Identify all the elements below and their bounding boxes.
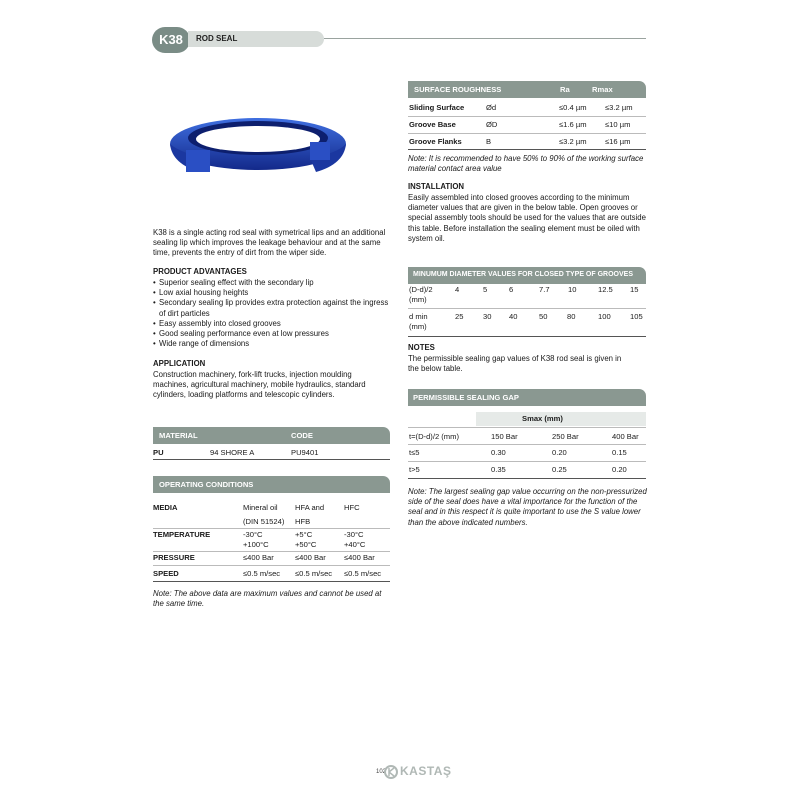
roughness-row-symbol: Ød	[486, 103, 497, 112]
advantages-title: PRODUCT ADVANTAGES	[153, 267, 247, 276]
roughness-row-ra: ≤3.2 µm	[559, 137, 587, 146]
roughness-note: Note: It is recommended to have 50% to 90% of the working surface material contact area value	[408, 154, 644, 174]
roughness-row-name: Sliding Surface	[409, 103, 465, 112]
installation-text: Easily assembled into closed grooves according to the minimum diameter values that are given in the below table. Open grooves or special assembly tools should be used for the values that are outside this table. Before installation the sealing element must be oiled with system oil.	[408, 193, 646, 243]
code-header: CODE	[291, 431, 313, 440]
divider	[153, 551, 390, 552]
media-value: HFC	[344, 503, 360, 512]
material-header: MATERIAL	[159, 431, 198, 440]
list-item: • Secondary sealing lip provides extra protection against the ingress of dirt particles	[153, 298, 389, 318]
operating-table-header	[153, 476, 390, 493]
material-code: PU9401	[291, 448, 319, 457]
application-text: Construction machinery, fork-lift trucks, injection moulding machines, agricultural machinery, mobile hydraulics, standard cylinders, loading platforms and telescopic cylinders.	[153, 370, 366, 400]
gap-cell: 0.30	[491, 448, 506, 457]
material-name: PU	[153, 448, 164, 457]
gap-cell: 0.25	[552, 465, 567, 474]
row-unit: (mm)	[409, 322, 427, 331]
notes-text: The permissible sealing gap values of K38 rod seal is given in the below table.	[408, 354, 622, 374]
kastas-logo-icon	[384, 765, 398, 779]
roughness-row-ra: ≤1.6 µm	[559, 120, 587, 129]
pressure-value: ≤400 Bar	[295, 553, 326, 562]
gap-table-header	[408, 389, 646, 406]
divider	[408, 461, 646, 462]
divider	[408, 478, 646, 479]
list-item: • Superior sealing effect with the secondary lip	[153, 278, 389, 288]
pressure-label: PRESSURE	[153, 553, 195, 562]
operating-note: Note: The above data are maximum values and cannot be used at the same time.	[153, 589, 382, 609]
notes-title: NOTES	[408, 343, 435, 352]
rod-seal-image	[160, 112, 360, 182]
gap-head-cell: 250 Bar	[552, 432, 579, 441]
gap-cell: 0.20	[552, 448, 567, 457]
min-diameter-cell: 6	[509, 285, 514, 294]
material-table-header	[153, 427, 390, 444]
pressure-value: ≤400 Bar	[243, 553, 274, 562]
media-value: HFB	[295, 517, 311, 526]
roughness-row-symbol: ØD	[486, 120, 498, 129]
min-diameter-cell: 80	[567, 312, 576, 321]
roughness-row-rmax: ≤3.2 µm	[605, 103, 633, 112]
gap-cell: 0.35	[491, 465, 506, 474]
roughness-row-name: Groove Flanks	[409, 137, 462, 146]
gap-cell: t>5	[409, 465, 420, 474]
divider	[408, 336, 646, 337]
min-diameter-cell: 25	[455, 312, 464, 321]
page-number: 102	[376, 769, 387, 775]
roughness-row-symbol: B	[486, 137, 492, 146]
installation-title: INSTALLATION	[408, 182, 465, 191]
series-badge: K38	[152, 27, 190, 53]
rmax-header: Rmax	[592, 85, 613, 94]
speed-value: ≤0.5 m/sec	[243, 569, 281, 578]
min-diameter-cell: 15	[630, 285, 639, 294]
min-diameter-cell: 4	[455, 285, 460, 294]
header-rule	[324, 38, 646, 39]
divider	[408, 427, 646, 428]
media-value: (DIN 51524)	[243, 517, 285, 526]
roughness-row-rmax: ≤16 µm	[605, 137, 631, 146]
media-value: HFA and	[295, 503, 325, 512]
min-diameter-cell: 30	[483, 312, 492, 321]
speed-label: SPEED	[153, 569, 179, 578]
speed-value: ≤0.5 m/sec	[344, 569, 382, 578]
gap-title: PERMISSIBLE SEALING GAP	[413, 393, 519, 402]
divider	[153, 528, 390, 529]
min-diameter-cell: 5	[483, 285, 488, 294]
temperature-value: +50°C	[295, 540, 317, 549]
pressure-value: ≤400 Bar	[344, 553, 375, 562]
roughness-row-rmax: ≤10 µm	[605, 120, 631, 129]
temperature-value: +5°C	[295, 530, 313, 539]
list-item: • Low axial housing heights	[153, 288, 389, 298]
gap-cell: t≤5	[409, 448, 420, 457]
company-logo: KASTAŞ	[400, 764, 452, 778]
list-item: • Easy assembly into closed grooves	[153, 319, 389, 329]
gap-note: Note: The largest sealing gap value occurring on the non-pressurized side of the seal does have a vital importance for the function of the seal and in this respect it is quite important to use the S value lower than the above indicated numbers.	[408, 487, 647, 527]
list-item: • Wide range of dimensions	[153, 339, 389, 349]
row-unit: (mm)	[409, 295, 427, 304]
speed-value: ≤0.5 m/sec	[295, 569, 333, 578]
operating-title: OPERATING CONDITIONS	[159, 480, 254, 489]
page-title: ROD SEAL	[188, 31, 324, 47]
divider	[408, 116, 646, 117]
media-value: Mineral oil	[243, 503, 278, 512]
min-diameter-table-header	[408, 267, 646, 284]
divider	[153, 459, 390, 460]
temperature-value: -30°C	[344, 530, 364, 539]
roughness-table-header	[408, 81, 646, 98]
min-diameter-cell: 7.7	[539, 285, 550, 294]
min-diameter-cell: 10	[568, 285, 577, 294]
divider	[408, 149, 646, 150]
roughness-row-name: Groove Base	[409, 120, 456, 129]
divider	[408, 444, 646, 445]
min-diameter-cell: 12.5	[598, 285, 613, 294]
media-label: MEDIA	[153, 503, 178, 512]
row-label: (D-d)/2	[409, 285, 433, 294]
application-title: APPLICATION	[153, 359, 206, 368]
smax-header: Smax (mm)	[522, 414, 563, 423]
list-item: • Good sealing performance even at low pressures	[153, 329, 389, 339]
min-diameter-cell: 50	[539, 312, 548, 321]
divider	[408, 308, 646, 309]
min-diameter-cell: 40	[509, 312, 518, 321]
temperature-label: TEMPERATURE	[153, 530, 211, 539]
min-diameter-cell: 105	[630, 312, 643, 321]
gap-head-cell: t=(D-d)/2 (mm)	[409, 432, 459, 441]
temperature-value: +100°C	[243, 540, 269, 549]
roughness-row-ra: ≤0.4 µm	[559, 103, 587, 112]
gap-head-cell: 400 Bar	[612, 432, 639, 441]
intro-text: K38 is a single acting rod seal with symetrical lips and an additional sealing lip which improves the leakage behaviour and at the same time, prevents the entry of dirt from the wiper side.	[153, 228, 386, 258]
material-shore: 94 SHORE A	[210, 448, 255, 457]
row-label: d min	[409, 312, 428, 321]
divider	[408, 133, 646, 134]
advantages-list	[153, 278, 389, 349]
min-diameter-cell: 100	[598, 312, 611, 321]
min-diameter-title: MINUMUM DIAMETER VALUES FOR CLOSED TYPE OF GROOVES	[413, 271, 633, 278]
temperature-value: +40°C	[344, 540, 366, 549]
divider	[153, 581, 390, 582]
divider	[153, 565, 390, 566]
temperature-value: -30°C	[243, 530, 263, 539]
ra-header: Ra	[560, 85, 570, 94]
roughness-title: SURFACE ROUGHNESS	[414, 85, 502, 94]
gap-cell: 0.20	[612, 465, 627, 474]
gap-head-cell: 150 Bar	[491, 432, 518, 441]
gap-cell: 0.15	[612, 448, 627, 457]
